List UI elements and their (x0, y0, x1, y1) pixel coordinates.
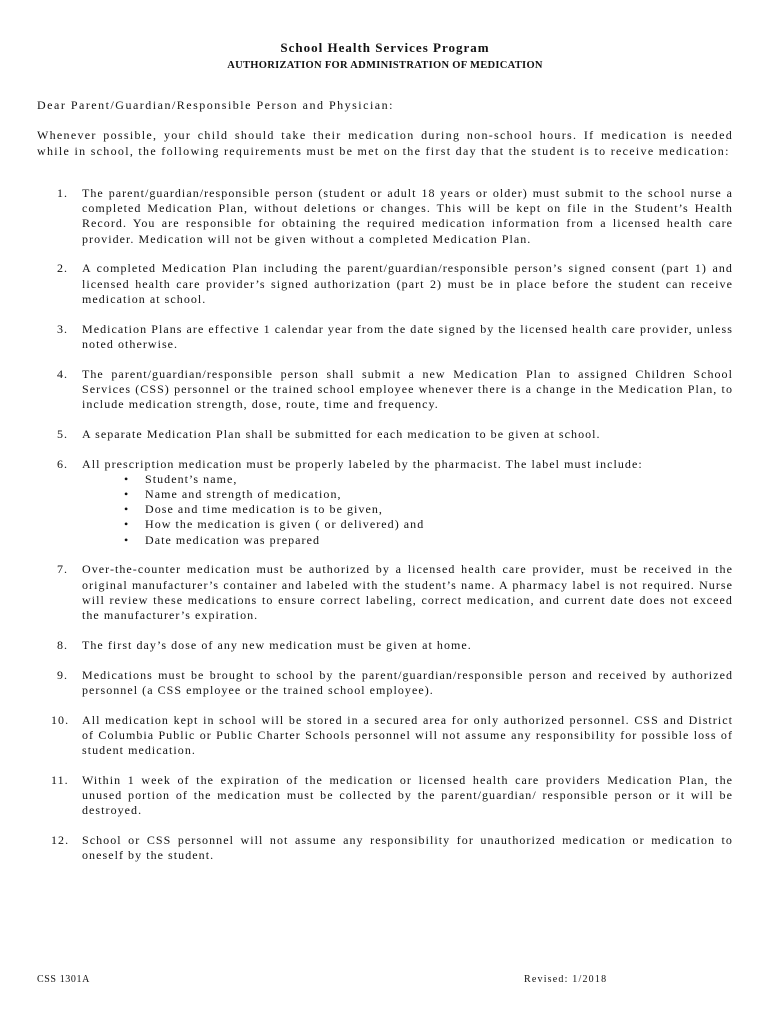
item-number: 6. (57, 456, 69, 471)
intro-paragraph: Whenever possible, your child should take their medication during non-school hours. If medication is needed while in school, the following requirements must be met on the first day that the student is to receive medication: (37, 128, 733, 158)
list-item (37, 457, 733, 548)
bullet-icon: • (124, 532, 130, 547)
item-text: A separate Medication Plan shall be submitted for each medication to be given at school. (82, 426, 601, 441)
list-item (37, 427, 733, 442)
bullet-icon: • (124, 517, 130, 532)
item-number: 1. (57, 186, 69, 200)
bullet-icon: • (124, 502, 130, 517)
item-text: All medication kept in school will be stored in a secured area for only authorized personnel. CSS and District of Columbia Public or Public Charter Schools personnel will not assume any responsibility for possible loss of student medication. (82, 712, 733, 758)
item-text: The first day’s dose of any new medication must be given at home. (82, 637, 472, 652)
list-item (37, 668, 733, 698)
item-text: School or CSS personnel will not assume any responsibility for unauthorized medication or medication to oneself by the student. (82, 833, 733, 863)
bullet-text: How the medication is given ( or delivered) and (145, 517, 425, 532)
item-number: 4. (57, 366, 69, 381)
list-item (37, 367, 733, 413)
salutation: Dear Parent/Guardian/Responsible Person and Physician: (37, 98, 394, 112)
list-item (37, 322, 733, 352)
bullet-item (124, 517, 733, 532)
form-code: CSS 1301A (37, 974, 90, 985)
list-item (37, 186, 733, 247)
bullet-item (124, 487, 733, 502)
bullet-item (124, 533, 733, 548)
bullet-item (124, 472, 733, 487)
list-item (37, 713, 733, 759)
bullet-item (124, 502, 733, 517)
item-number: 5. (57, 426, 69, 441)
item-text: The parent/guardian/responsible person shall submit a new Medication Plan to assigned Children School Services (CSS) personnel or the trained school employee whenever there is a change in the Medication Plan, to include medication strength, dose, route, time and frequency. (82, 366, 733, 412)
list-item (37, 833, 733, 863)
item-number: 7. (57, 562, 69, 577)
item-number: 3. (57, 321, 69, 336)
item-number: 9. (57, 667, 69, 682)
item-number: 12. (51, 833, 70, 848)
requirements-list (37, 186, 733, 878)
item-text: All prescription medication must be properly labeled by the pharmacist. The label must include: (82, 456, 643, 471)
item-text: The parent/guardian/responsible person (student or adult 18 years or older) must submit to the school nurse a completed Medication Plan, without deletions or changes. This will be kept on file in the Student’s Health Record. You are responsible for obtaining the required medication information from a licensed health care provider. Medication will not be given without a completed Medication Plan. (82, 186, 733, 246)
item-text: Over-the-counter medication must be authorized by a licensed health care provider, must be received in the original manufacturer’s container and labeled with the student’s name. A pharmacy label is not required. Nurse will review these medications to ensure correct labeling, correct medication, and current date does not exceed the manufacturer’s expiration. (82, 562, 733, 623)
bullet-icon: • (124, 471, 130, 486)
document-subtitle: AUTHORIZATION FOR ADMINISTRATION OF MEDICATION (227, 60, 543, 71)
item-number: 10. (51, 712, 70, 727)
item-text: Medications must be brought to school by the parent/guardian/responsible person and received by authorized personnel (a CSS employee or the trained school employee). (82, 667, 733, 697)
item-number: 11. (51, 772, 69, 787)
item-text: Within 1 week of the expiration of the medication or licensed health care providers Medication Plan, the unused portion of the medication must be collected by the parent/guardian/ responsible person or it will be destroyed. (82, 772, 733, 818)
list-item (37, 261, 733, 307)
item-text: Medication Plans are effective 1 calendar year from the date signed by the licensed health care provider, unless noted otherwise. (82, 321, 733, 351)
list-item (37, 638, 733, 653)
document-title: School Health Services Program (280, 40, 490, 55)
bullet-text: Dose and time medication is to be given, (145, 502, 383, 517)
bullet-text: Student’s name, (145, 471, 238, 486)
list-item (37, 773, 733, 819)
bullet-text: Name and strength of medication, (145, 487, 342, 502)
item-text: A completed Medication Plan including the parent/guardian/responsible person’s signed consent (part 1) and licensed health care provider’s signed authorization (part 2) must be in place before the student can receive medication at school. (82, 261, 733, 306)
revision-date: Revised: 1/2018 (524, 974, 608, 985)
bullet-icon: • (124, 487, 130, 502)
list-item (37, 562, 733, 623)
bullet-text: Date medication was prepared (145, 532, 320, 547)
item-number: 2. (57, 261, 69, 276)
item-number: 8. (57, 637, 69, 652)
label-requirements-list (82, 472, 733, 548)
